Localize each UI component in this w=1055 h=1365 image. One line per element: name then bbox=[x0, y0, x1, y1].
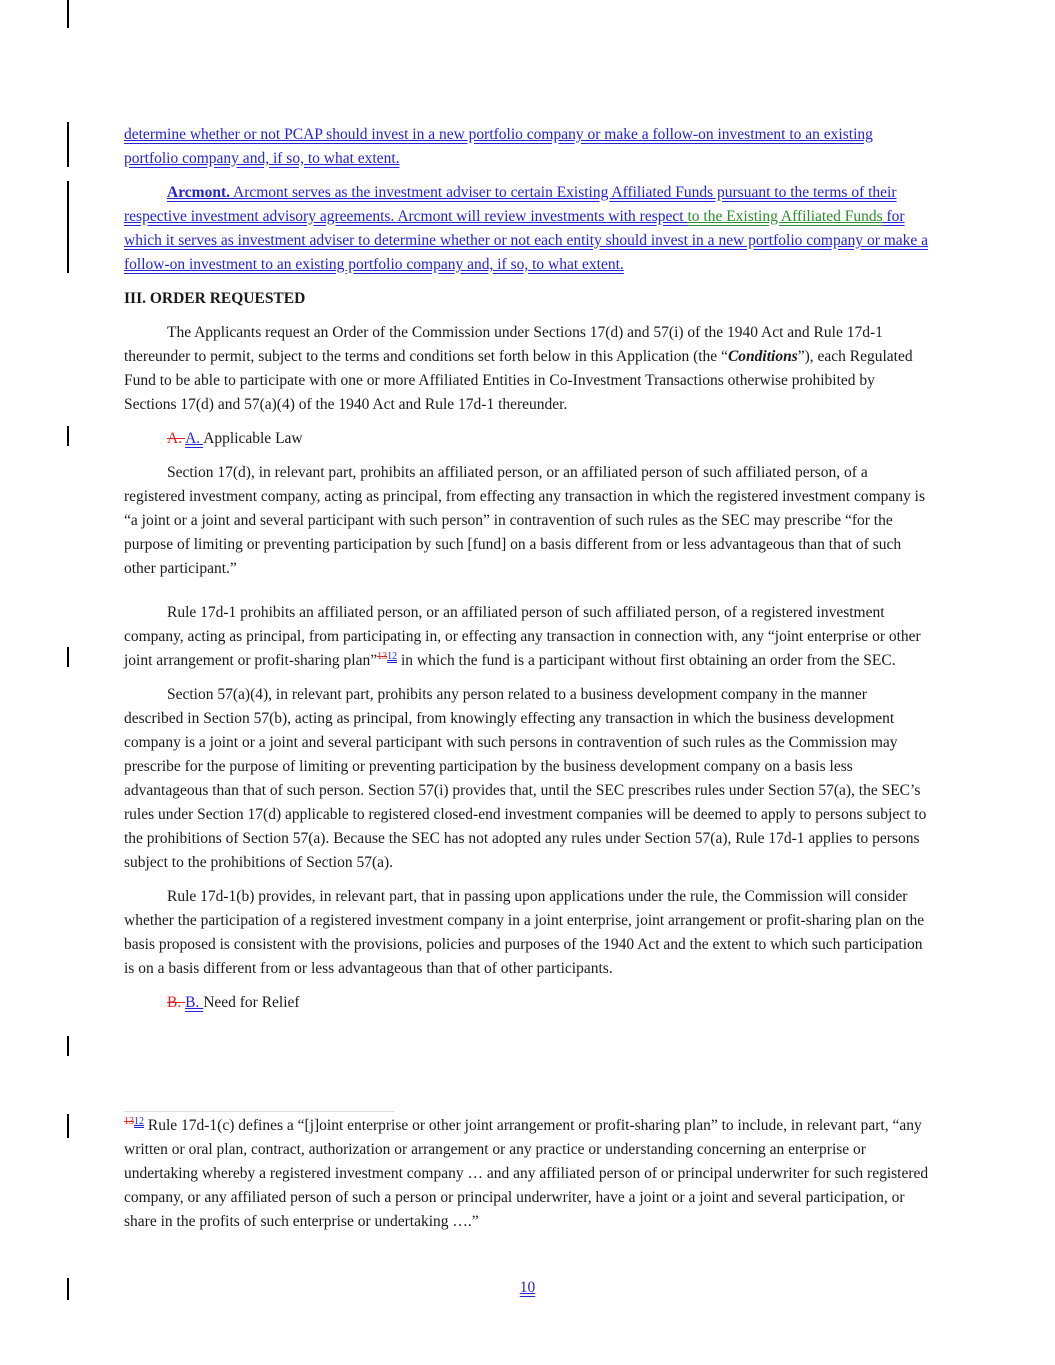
footnote bbox=[124, 1114, 930, 1234]
change-bar-arcmont bbox=[67, 181, 69, 273]
rule-17d1-paragraph bbox=[124, 601, 930, 673]
pcap-paragraph bbox=[124, 123, 930, 171]
deleted-text: A. bbox=[167, 430, 186, 447]
change-bar-subB bbox=[67, 1036, 69, 1056]
inserted-text: for which it serves as investment adviser to determine whether or not each entity should invest in a new portfolio company or make a follow-on investment to an existing portfolio company and, if so, to what extent. bbox=[124, 208, 929, 273]
inserted-text: A. bbox=[185, 430, 204, 447]
conditions-term: Conditions bbox=[727, 348, 798, 365]
change-bar-para1 bbox=[67, 122, 69, 167]
moved-text: to the Existing Affiliated Funds bbox=[687, 208, 883, 225]
inserted-footnote-number: 12 bbox=[134, 1115, 144, 1127]
page-number-text: 10 bbox=[519, 1279, 536, 1296]
page-number bbox=[0, 1279, 1055, 1297]
deleted-footnote-number: 13 bbox=[377, 650, 388, 662]
rule-17d1b-paragraph: Rule 17d-1(b) provides, in relevant part, that in passing upon applications under the rule, the Commission will consider whether the participation of a registered investment company in a joint enterprise, joint arrangement or profit-sharing plan on the basis proposed is consistent with the provisions, policies and purposes of the 1940 Act and the extent to which such participation is on a basis different from or less advantageous than that of other participants. bbox=[124, 888, 925, 977]
arcmont-lead: Arcmont. bbox=[167, 184, 230, 201]
document-body bbox=[124, 123, 930, 1025]
rule-text: Rule 17d-1 prohibits an affiliated person, or an affiliated person of such affiliated person, of a registered investment company, acting as principal, from participating in, or effecting any transaction in connection with, any “joint enterprise or other joint arrangement or profit-sharing plan” bbox=[124, 604, 921, 669]
footnote-ref[interactable] bbox=[377, 651, 397, 662]
deleted-text: B. bbox=[167, 994, 186, 1011]
subheading-applicable-law bbox=[124, 427, 930, 451]
order-text: ”), each Regulated Fund to be able to participate with one or more Affiliated Entities in Co-Investment Transactions otherwise prohibited by Sections 17(d) and 57(a)(4) of the 1940 Act and Rule 17d-1 thereunder. bbox=[124, 348, 913, 413]
inserted-footnote-number: 12 bbox=[387, 650, 398, 662]
arcmont-paragraph bbox=[124, 181, 930, 277]
order-paragraph bbox=[124, 321, 930, 417]
deleted-footnote-number: 13 bbox=[124, 1115, 134, 1127]
section-17d-paragraph: Section 17(d), in relevant part, prohibits an affiliated person, or an affiliated person of such affiliated person, of a registered investment company, acting as principal, from effecting any transaction in which the registered investment company is “a joint or a joint and several participant with such person” in contravention of such rules as the SEC may prescribe “for the purpose of limiting or preventing participation by such [fund] on a basis different from or less advantageous than that of such other participant.” bbox=[124, 464, 926, 577]
subheading-title: Applicable Law bbox=[203, 430, 303, 447]
change-bar-subA bbox=[67, 426, 69, 446]
section-57a4-paragraph: Section 57(a)(4), in relevant part, prohibits any person related to a business development company in the manner described in Section 57(b), acting as principal, from knowingly effecting any transaction in which the business development company is a joint or a joint and several participant with such persons in contravention of such rules as the Commission may prescribe for the purpose of limiting or preventing participation by the business development company on a basis less advantageous than that of such person. Section 57(i) provides that, until the SEC prescribes rules under Section 57(a), the SEC’s rules under Section 17(d) applicable to registered closed-end investment companies will be deemed to apply to persons subject to the prohibitions of Section 57(a). Because the SEC has not adopted any rules under Section 57(a), Rule 17d-1 applies to persons subject to the prohibitions of Section 57(a). bbox=[124, 686, 927, 871]
order-text: The Applicants request an Order of the Commission under Sections 17(d) and 57(i) of the 1940 Act and Rule 17d-1 thereunder to permit, subject to the terms and conditions set forth below in this Application (the “ bbox=[124, 324, 883, 365]
subheading-title: Need for Relief bbox=[203, 994, 300, 1011]
change-bar-17d1 bbox=[67, 647, 69, 667]
section-heading: III. ORDER REQUESTED bbox=[124, 290, 306, 307]
change-bar-top bbox=[67, 0, 69, 28]
footnote-separator bbox=[124, 1111, 394, 1112]
rule-text: in which the fund is a participant without first obtaining an order from the SEC. bbox=[397, 652, 896, 669]
change-bar-footnote bbox=[67, 1114, 69, 1138]
inserted-text: determine whether or not PCAP should invest in a new portfolio company or make a follow-on investment to an existing portfolio company and, if so, to what extent. bbox=[124, 126, 873, 167]
subheading-need-for-relief bbox=[124, 991, 930, 1015]
inserted-text: B. bbox=[185, 994, 204, 1011]
inserted-text: Arcmont serves as the investment adviser to certain Existing Affiliated Funds pursuant to the terms of their respective investment advisory agreements. Arcmont will review investments with respect bbox=[124, 184, 897, 225]
footnote-text: Rule 17d-1(c) defines a “[j]oint enterprise or other joint arrangement or profit-sharing plan” to include, in relevant part, “any written or oral plan, contract, authorization or arrangement or any practice or understanding concerning an enterprise or undertaking whereby a registered investment company … and any affiliated person of or principal underwriter for such registered company, or any affiliated person of such a person or principal underwriter, have a joint or a joint and several participation, or share in the profits of such enterprise or undertaking ….” bbox=[124, 1117, 929, 1230]
